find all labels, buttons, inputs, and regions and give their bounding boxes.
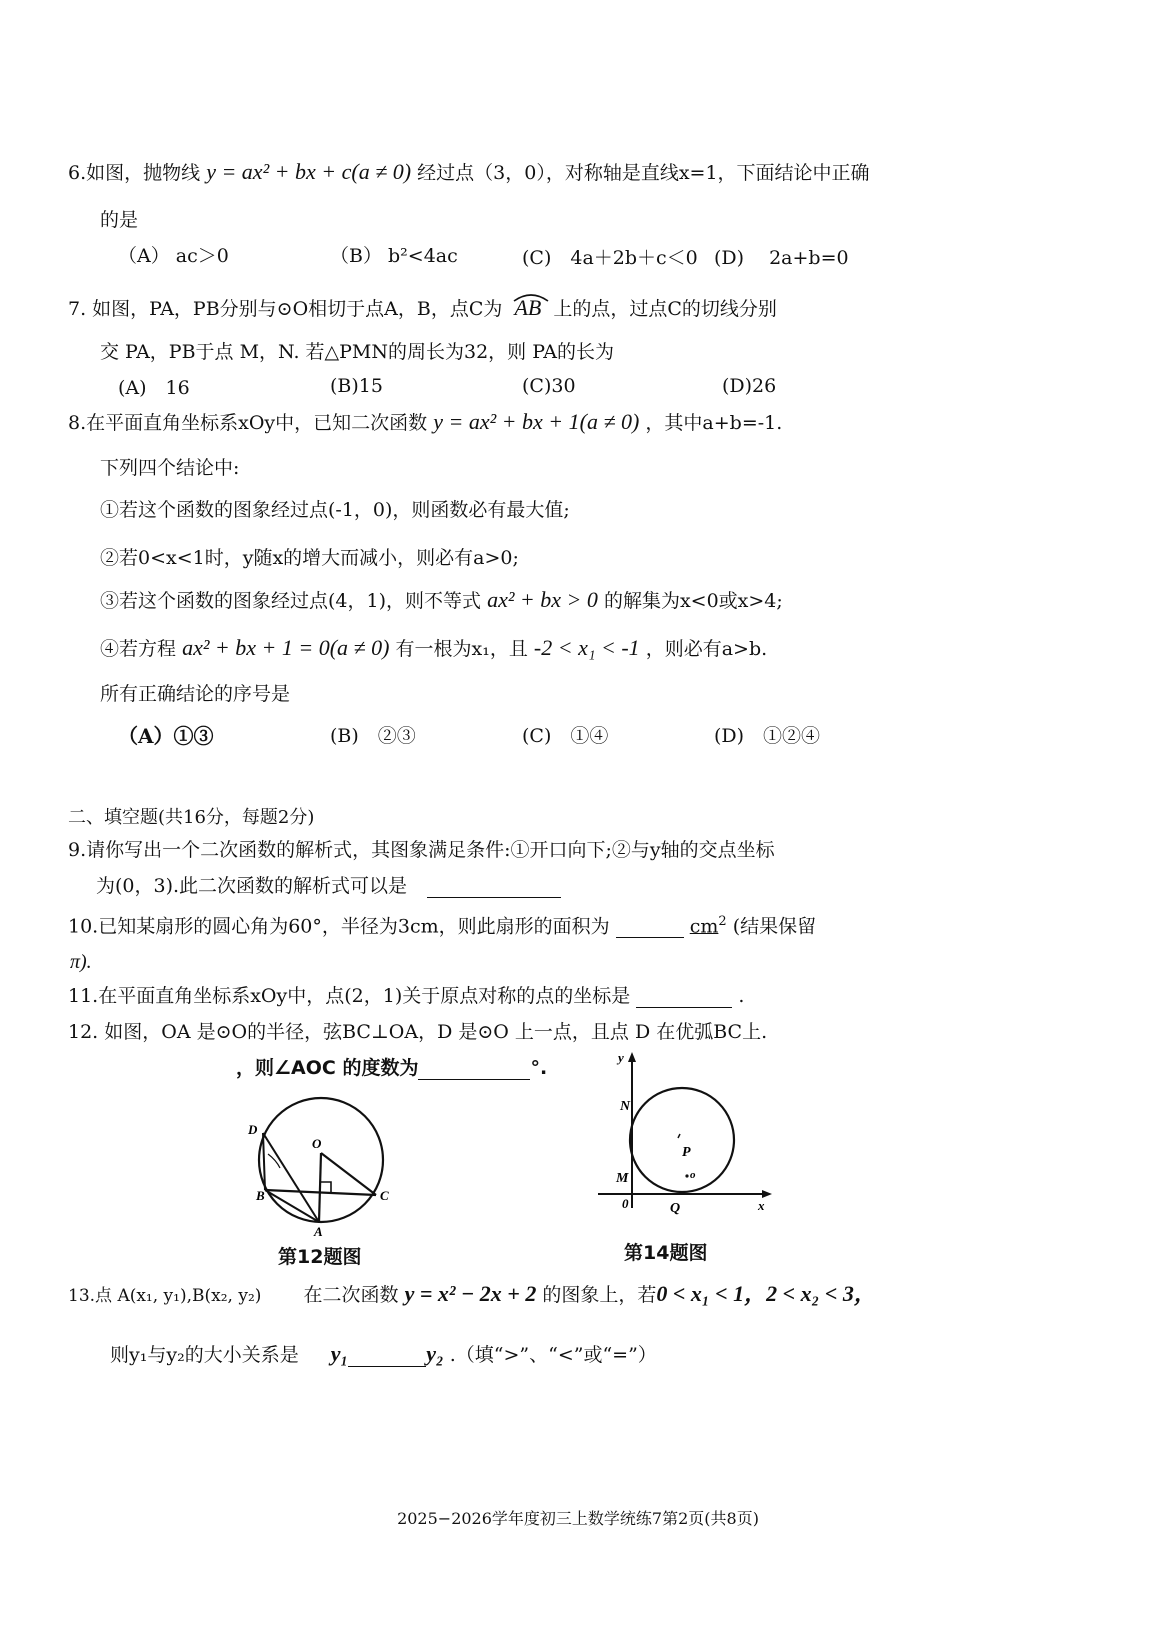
q7-arc-ab bbox=[508, 296, 547, 320]
q8-conclusion-1: ①若这个函数的图象经过点(-1，0)，则函数必有最大值; bbox=[100, 499, 570, 521]
q8-c3-rest: 的解集为x<0或x>4; bbox=[603, 590, 783, 612]
q8-expression: y = ax² + bx + 1(a ≠ 0) bbox=[433, 409, 640, 434]
q10-unit: cm bbox=[689, 915, 719, 938]
fig14-label-origin: 0 bbox=[622, 1196, 629, 1211]
q13-line2-rest: .（填“>”、“<”或“=”） bbox=[449, 1344, 657, 1366]
fig14-label-o: o bbox=[690, 1169, 696, 1181]
fig12-segment-ba bbox=[265, 1190, 319, 1222]
q6-line1 bbox=[68, 160, 870, 185]
figure-12 bbox=[236, 1090, 406, 1240]
arc-mark-icon bbox=[512, 292, 550, 302]
fig12-label-b: B bbox=[256, 1188, 265, 1203]
fig14-label-q: Q bbox=[670, 1201, 681, 1216]
fig14-y-arrow-icon bbox=[628, 1052, 636, 1062]
q8-c4-mid: 有一根为x₁，且 bbox=[395, 638, 528, 660]
q10-text-rest: (结果保留 bbox=[732, 915, 817, 938]
q8-intro-rest: ，其中a+b=-1. bbox=[645, 412, 783, 434]
q6-option-b: （B） b²<4ac bbox=[330, 245, 458, 267]
fig12-right-angle bbox=[321, 1182, 331, 1193]
page-footer: 2025−2026学年度初三上数学统练7第2页(共8页) bbox=[397, 1509, 759, 1528]
fig12-label-d: D bbox=[248, 1122, 258, 1137]
q10-answer-blank[interactable] bbox=[616, 917, 684, 938]
q7-option-b: (B)15 bbox=[330, 375, 383, 397]
q13-expression: y = x² − 2x + 2 bbox=[404, 1281, 537, 1306]
q13-line2 bbox=[110, 1342, 657, 1367]
q8-ask: 所有正确结论的序号是 bbox=[100, 683, 291, 705]
q8-option-b: (B) ②③ bbox=[330, 725, 416, 747]
fig14-label-n: N bbox=[620, 1099, 631, 1114]
q6-option-d: (D) 2a+b=0 bbox=[714, 247, 849, 269]
q10-line2: π). bbox=[70, 951, 92, 973]
q13-intro: 13.点 A(x₁, y₁),B(x₂, y₂) bbox=[68, 1286, 262, 1306]
q11-line bbox=[68, 984, 744, 1008]
q6-line2: 的是 bbox=[100, 209, 139, 231]
q12-end: °. bbox=[530, 1057, 548, 1079]
fig14-caption: 第14题图 bbox=[624, 1242, 708, 1264]
fig14-label-y: y bbox=[618, 1050, 624, 1065]
q9-line1: 9.请你写出一个二次函数的解析式，其图象满足条件:①开口向下;②与y轴的交点坐标 bbox=[68, 839, 775, 861]
q13-mid2: 的图象上，若 bbox=[542, 1284, 657, 1306]
q8-c4-rest: ，则必有a>b. bbox=[645, 638, 768, 660]
q6-option-c: (C) 4a＋2b＋c＜0 bbox=[522, 247, 698, 269]
q7-option-a: (A) 16 bbox=[118, 377, 190, 399]
fig14-label-m: M bbox=[616, 1171, 629, 1186]
q8-option-a: （A）①③ bbox=[118, 724, 214, 748]
fig12-segment-da bbox=[263, 1133, 319, 1222]
q8-conclusion-2: ②若0<x<1时，y随x的增大而减小，则必有a>0; bbox=[100, 547, 519, 569]
q8-c3-intro: ③若这个函数的图象经过点(4，1)，则不等式 bbox=[100, 590, 482, 612]
q9-answer-blank[interactable] bbox=[427, 877, 561, 898]
q6-intro: 6.如图，抛物线 bbox=[68, 162, 201, 184]
fig12-label-c: C bbox=[380, 1188, 389, 1203]
q12-line2-text: ，则∠AOC 的度数为 bbox=[236, 1057, 419, 1079]
figure-14 bbox=[594, 1048, 774, 1218]
q13-mid: 在二次函数 bbox=[303, 1284, 399, 1306]
fig14-circle bbox=[630, 1088, 734, 1192]
q10-line1: 10.已知某扇形的圆心角为60°，半径为3cm，则此扇形的面积为 $cm^2$ (结果保留 bbox=[68, 914, 817, 938]
q7-intro: 7. 如图，PA，PB分别与⊙O相切于点A，B，点C为 bbox=[68, 298, 503, 320]
q13-condition: 0 < x₁ < 1，2 < x₂ < 3， bbox=[656, 1281, 876, 1306]
section-2-heading: 二、填空题(共16分，每题2分) bbox=[68, 807, 315, 828]
fig12-label-o: O bbox=[312, 1136, 322, 1151]
q12-answer-blank[interactable] bbox=[418, 1061, 530, 1080]
q11-text: 11.在平面直角坐标系xOy中，点(2，1)关于原点对称的点的坐标是 bbox=[68, 985, 631, 1007]
q8-intro: 8.在平面直角坐标系xOy中，已知二次函数 bbox=[68, 412, 428, 434]
q11-end: . bbox=[738, 985, 745, 1007]
q13-line1 bbox=[68, 1282, 876, 1308]
q8-c4-intro: ④若方程 bbox=[100, 638, 177, 660]
q6-intro-rest: 经过点（3，0），对称轴是直线x=1，下面结论中正确 bbox=[417, 162, 870, 184]
q11-answer-blank[interactable] bbox=[636, 987, 732, 1008]
q12-line1: 12. 如图，OA 是⊙O的半径，弦BC⊥OA，D 是⊙O 上一点，且点 D 在优弧BC上. bbox=[68, 1021, 768, 1043]
q12-line2 bbox=[236, 1056, 547, 1080]
q8-c4-expression: ax² + bx + 1 = 0(a ≠ 0) bbox=[182, 635, 390, 660]
q7-intro-rest: 上的点，过点C的切线分别 bbox=[553, 298, 777, 320]
fig12-caption: 第12题图 bbox=[278, 1246, 362, 1268]
q9-line2 bbox=[96, 874, 561, 898]
q8-conclusion-3 bbox=[100, 588, 783, 613]
fig14-x-arrow-icon bbox=[762, 1190, 772, 1198]
fig14-point-dot bbox=[685, 1174, 688, 1177]
q6-option-a: （A） ac＞0 bbox=[118, 245, 229, 267]
fig14-center-mark bbox=[678, 1134, 680, 1138]
fig14-label-x: x bbox=[758, 1198, 765, 1213]
q7-line1 bbox=[68, 296, 777, 321]
q13-y1: y₁ bbox=[330, 1341, 349, 1366]
q8-option-d: (D) ①②④ bbox=[714, 725, 821, 747]
q7-line2: 交 PA，PB于点 M，N. 若△PMN的周长为32，则 PA的长为 bbox=[100, 341, 614, 363]
q8-conclusion-4 bbox=[100, 636, 767, 661]
fig14-label-p: P bbox=[682, 1145, 691, 1160]
q10-text: 10.已知某扇形的圆心角为60°，半径为3cm，则此扇形的面积为 bbox=[68, 915, 610, 938]
q8-line1 bbox=[68, 410, 782, 435]
fig12-radius-oc bbox=[321, 1153, 376, 1195]
fig12-radius-oa bbox=[319, 1153, 321, 1222]
q9-line2-text: 为(0，3).此二次函数的解析式可以是 bbox=[96, 875, 408, 897]
q7-option-c: (C)30 bbox=[522, 375, 576, 397]
q13-y2: y₂ bbox=[426, 1341, 444, 1366]
q8-option-c: (C) ①④ bbox=[522, 725, 609, 747]
q13-line2-text: 则y₁与y₂的大小关系是 bbox=[110, 1344, 299, 1366]
q8-c3-expression: ax² + bx > 0 bbox=[487, 587, 598, 612]
q13-answer-blank[interactable] bbox=[348, 1346, 426, 1367]
q7-option-d: (D)26 bbox=[722, 375, 777, 397]
q8-c4-inequality: -2 < x₁ < -1 bbox=[533, 635, 640, 660]
fig12-label-a: A bbox=[314, 1224, 323, 1239]
q7-arc-label: AB bbox=[514, 295, 542, 320]
q8-intro-line: 下列四个结论中: bbox=[100, 457, 240, 479]
q6-expression: y = ax² + bx + c(a ≠ 0) bbox=[206, 159, 412, 184]
